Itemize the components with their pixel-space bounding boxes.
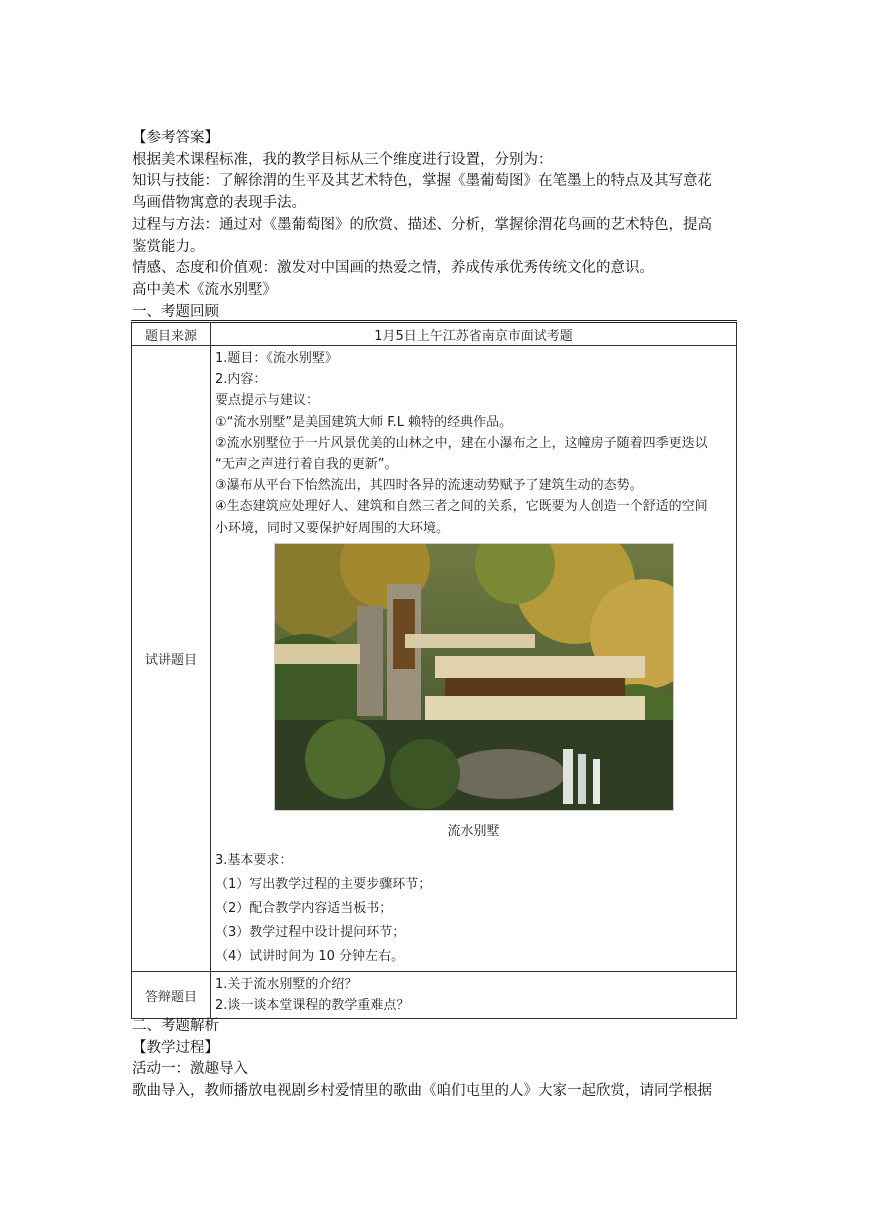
defense-line: 2.谈一谈本堂课程的教学重难点？ [215,998,410,1014]
teaching-process-heading: 【教学过程】 [132,1039,219,1056]
analysis-text-block [132,1016,742,1103]
fallingwater-photo [274,543,674,811]
requirement-line: 3.基本要求： [215,852,293,868]
trial-line: ②流水别墅位于一片风景优美的山林之中，建在小瀑布之上，这幢房子随着四季更迭以 [215,435,708,451]
trial-line: ④生态建筑应处理好人、建筑和自然三者之间的关系，它既要为人创造一个舒适的空间 [215,499,708,515]
source-label: 题目来源 [132,322,211,346]
trial-line: 要点提示与建议： [215,393,320,409]
intro-text-block [132,128,742,323]
paragraph: 过程与方法：通过对《墨葡萄图》的欣赏、描述、分析，掌握徐渭花鸟画的艺术特色，提高 [132,216,712,233]
answer-heading: 【参考答案】 [132,130,219,146]
paragraph: 鉴赏能力。 [132,238,205,255]
requirement-line: （4）试讲时间为 10 分钟左右。 [215,948,405,964]
table-row-trial [132,346,737,972]
defense-content [211,971,737,1018]
table-row-defense [132,971,737,1018]
source-value: 1月5日上午江苏省南京市面试考题 [211,322,737,346]
requirement-line: （2）配合教学内容适当板书； [215,900,393,916]
paragraph: 知识与技能：了解徐渭的生平及其艺术特色，掌握《墨葡萄图》在笔墨上的特点及其写意花 [132,173,712,190]
paragraph: 情感、态度和价值观：激发对中国画的热爱之情，养成传承优秀传统文化的意识。 [132,260,654,277]
exam-table [131,320,737,1019]
trial-content [211,346,737,972]
requirement-line: （1）写出教学过程的主要步骤环节； [215,876,432,892]
trial-line: “无声之声进行着自我的更新”。 [215,457,398,473]
trial-line: ③瀑布从平台下怡然流出，其四时各异的流速动势赋予了建筑生动的态势。 [215,478,643,494]
defense-line: 1.关于流水别墅的介绍？ [215,976,358,992]
paragraph: 根据美术课程标准，我的教学目标从三个维度进行设置，分别为： [132,151,553,168]
section-heading: 一、考题回顾 [132,303,219,320]
section-title: 高中美术《流水别墅》 [132,281,277,298]
trial-line: ①“流水别墅”是美国建筑大师 F.L 赖特的经典作品。 [215,414,513,430]
activity-heading: 活动一：激趣导入 [132,1061,248,1078]
table-row-source [132,322,737,346]
trial-line: 2.内容： [215,372,267,388]
trial-line: 1.题目：《流水别墅》 [215,351,338,366]
defense-label: 答辩题目 [132,971,211,1018]
trial-label: 试讲题目 [132,346,211,972]
paragraph: 鸟画借物寓意的表现手法。 [132,195,306,212]
requirement-line: （3）教学过程中设计提问环节； [215,924,406,940]
photo-caption: 流水别墅 [447,823,500,839]
section-heading: 二、考题解析 [132,1018,219,1034]
trial-line: 小环境，同时又要保护好周围的大环境。 [215,520,450,536]
paragraph: 歌曲导入，教师播放电视剧乡村爱情里的歌曲《咱们屯里的人》大家一起欣赏，请同学根据 [132,1083,712,1100]
